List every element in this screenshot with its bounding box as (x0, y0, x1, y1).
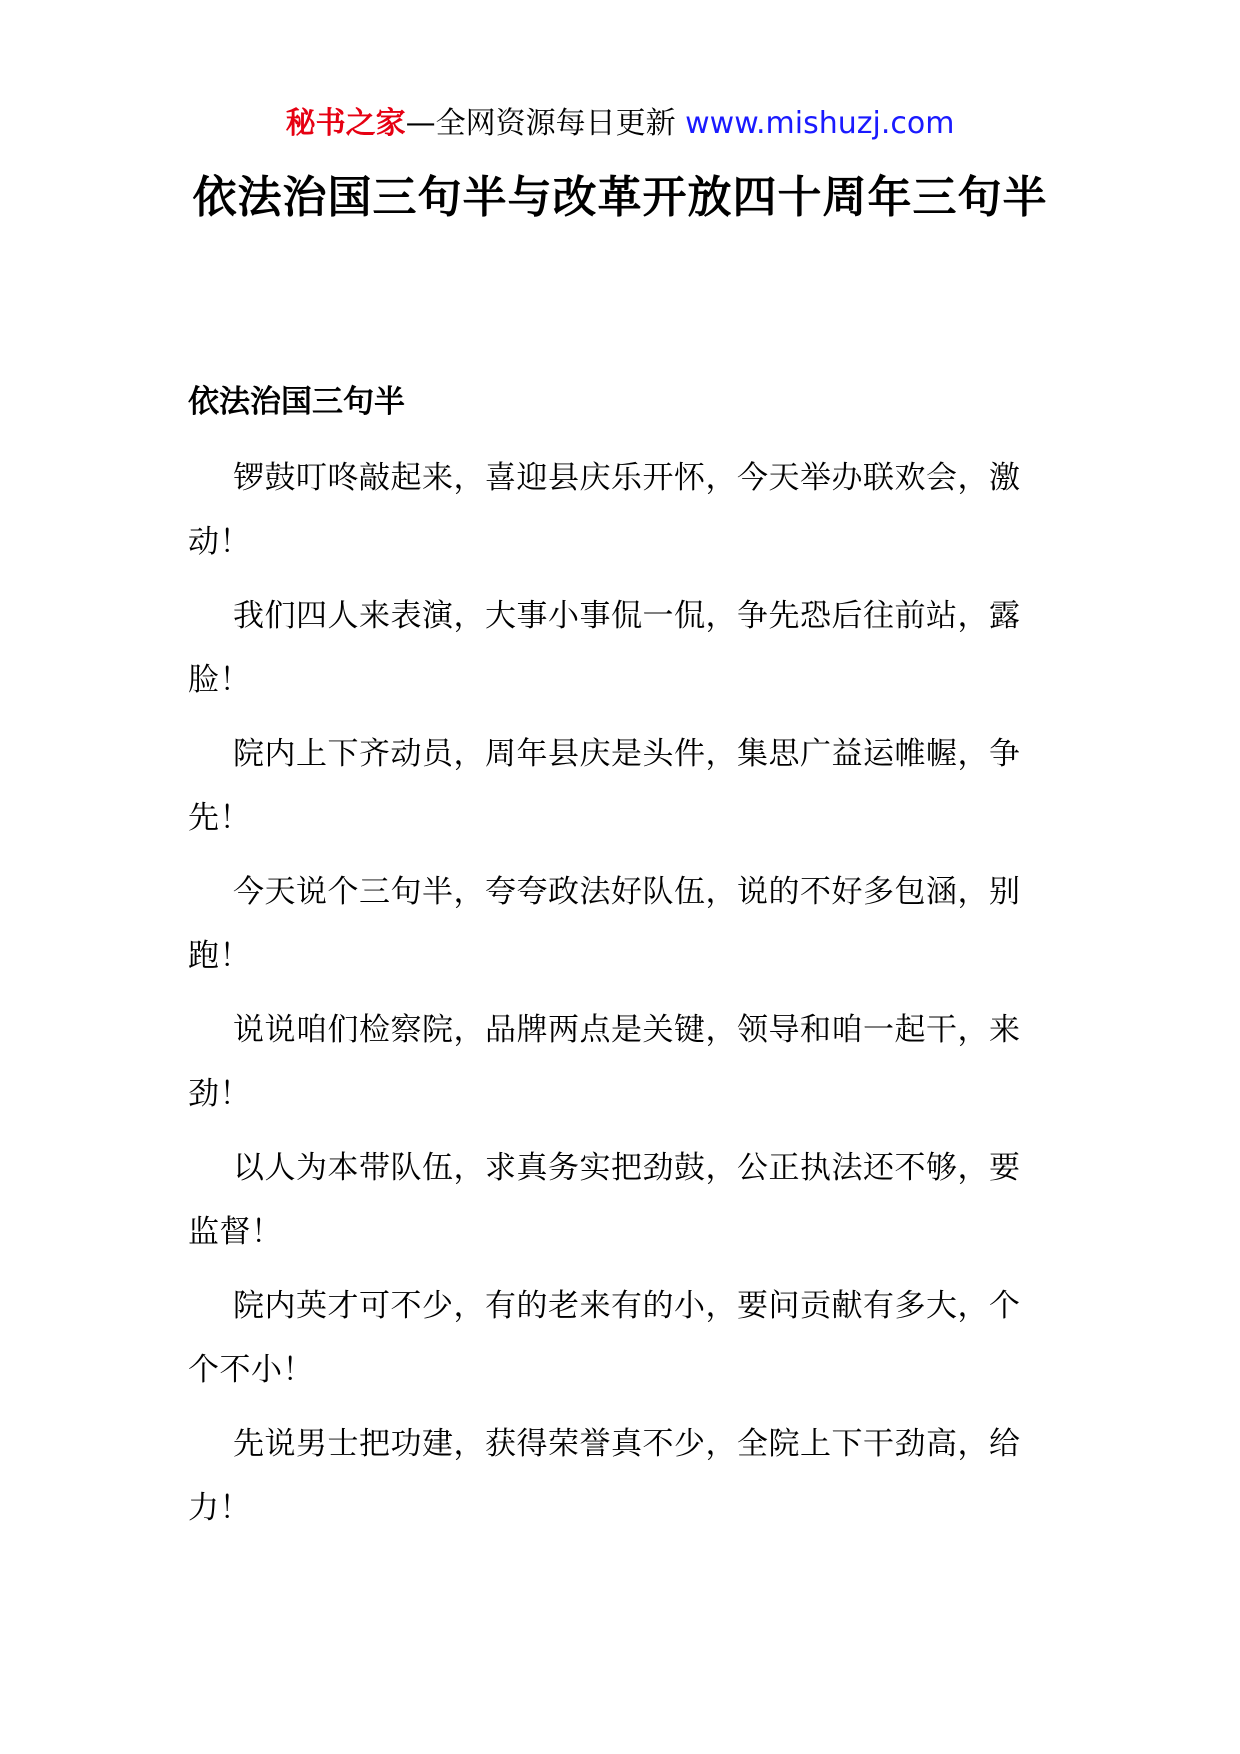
brand-name: 秘书之家 (285, 106, 406, 141)
verse-list (188, 446, 1050, 1550)
verse-paragraph: 先说男士把功建，获得荣誉真不少，全院上下干劲高，给力！ (188, 1426, 1021, 1526)
section-heading: 依法治国三句半 (188, 384, 405, 420)
verse-paragraph: 以人为本带队伍，求真务实把劲鼓，公正执法还不够，要监督！ (188, 1150, 1021, 1250)
header-tagline: —全网资源每日更新 (405, 106, 676, 141)
document-title: 依法治国三句半与改革开放四十周年三句半 (192, 172, 1048, 223)
verse-paragraph: 我们四人来表演，大事小事侃一侃，争先恐后往前站，露脸！ (188, 598, 1021, 698)
verse-paragraph: 院内英才可不少，有的老来有的小，要问贡献有多大，个个不小！ (188, 1288, 1021, 1388)
verse-paragraph: 说说咱们检察院，品牌两点是关键，领导和咱一起干，来劲！ (188, 1012, 1021, 1112)
site-url-link[interactable]: www.mishuzj.com (685, 106, 955, 141)
verse-paragraph: 院内上下齐动员，周年县庆是头件，集思广益运帷幄，争先！ (188, 736, 1021, 836)
verse-paragraph: 今天说个三句半，夸夸政法好队伍，说的不好多包涵，别跑！ (188, 874, 1021, 974)
site-header (0, 104, 1240, 144)
verse-paragraph: 锣鼓叮咚敲起来，喜迎县庆乐开怀，今天举办联欢会，激动！ (188, 460, 1021, 560)
